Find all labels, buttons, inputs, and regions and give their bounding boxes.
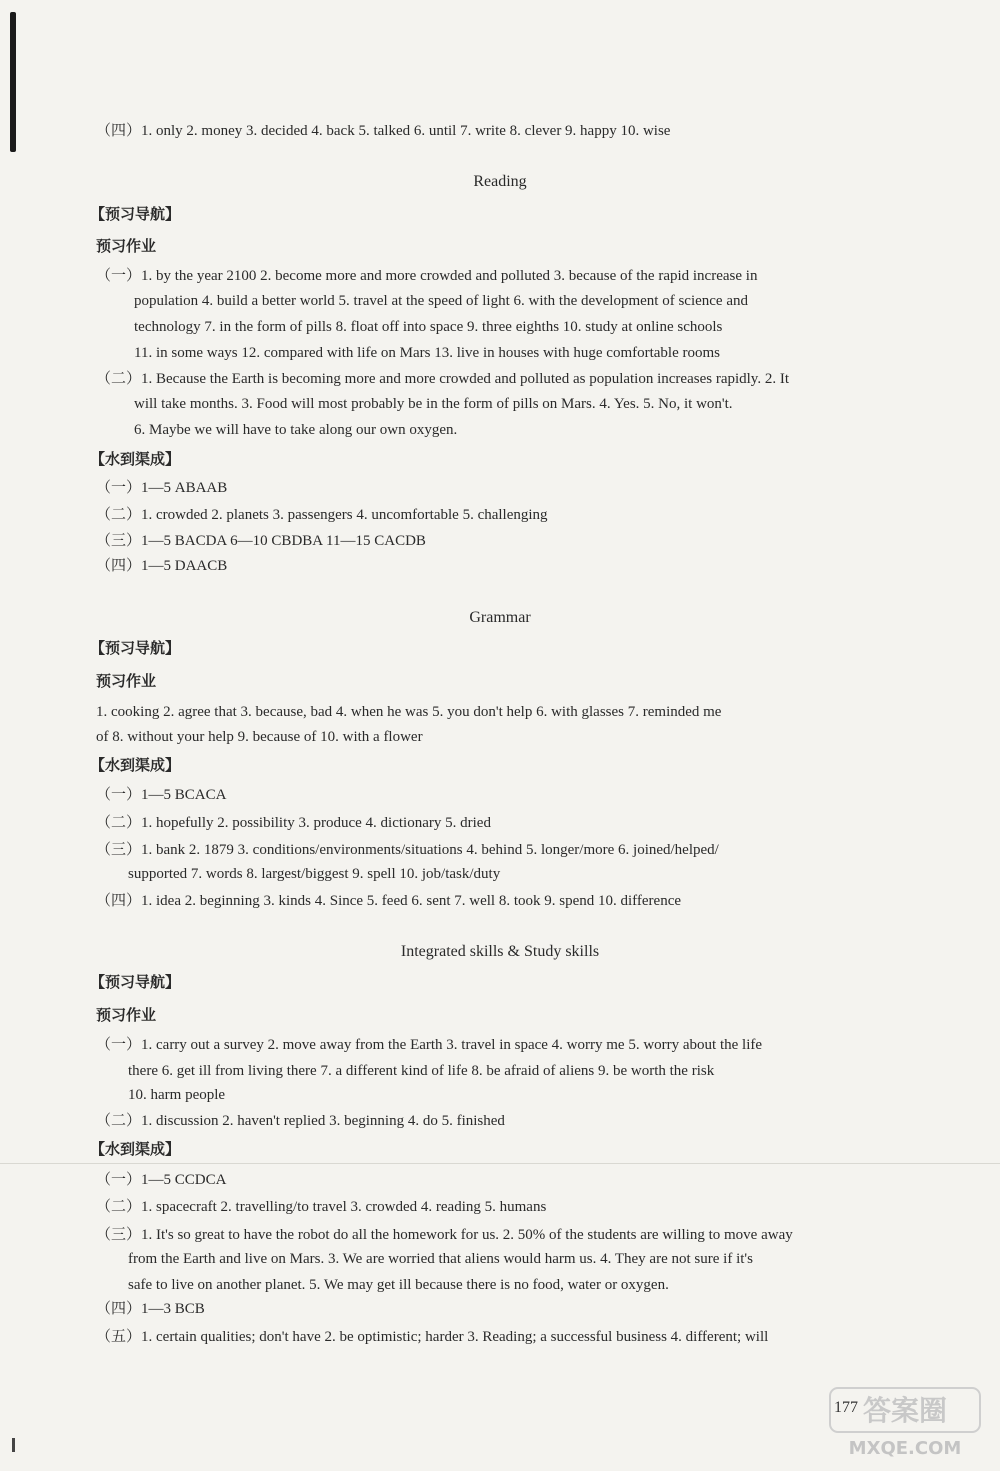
- answer-line: 11. in some ways 12. compared with life on Mars 13. live in houses with huge comfortable rooms: [134, 345, 721, 361]
- header-practice: 【水到渠成】: [90, 1140, 181, 1158]
- answer-line: 10. harm people: [128, 1087, 226, 1103]
- answer-line: supported 7. words 8. largest/biggest 9. spell 10. job/task/duty: [128, 866, 501, 882]
- section-title-reading: Reading: [473, 173, 527, 190]
- answer-line: 1. cooking 2. agree that 3. because, bad 4. when he was 5. you don't help 6. with glasses 7. reminded me: [96, 704, 722, 720]
- answer-line: （三）1—5 BACDA 6—10 CBDBA 11—15 CACDB: [96, 533, 426, 549]
- header-practice: 【水到渠成】: [90, 450, 181, 468]
- watermark-url: MXQE.COM: [848, 1438, 962, 1459]
- answer-line: population 4. build a better world 5. travel at the speed of light 6. with the development of science and: [134, 293, 748, 309]
- answer-line: （二）1. crowded 2. planets 3. passengers 4. uncomfortable 5. challenging: [96, 507, 548, 523]
- header-preview-guide: 【预习导航】: [90, 205, 181, 223]
- subheader-preview-homework: 预习作业: [96, 237, 157, 255]
- answer-line: （一）1. by the year 2100 2. become more and more crowded and polluted 3. because of the rapid increase in: [96, 268, 758, 284]
- answer-line: technology 7. in the form of pills 8. float off into space 9. three eighths 10. study at online schools: [134, 319, 723, 335]
- answer-line: （一）1—5 ABAAB: [96, 480, 228, 496]
- answer-line: （五）1. certain qualities; don't have 2. be optimistic; harder 3. Reading; a successful business 4. different; will: [96, 1329, 769, 1345]
- answer-line: of 8. without your help 9. because of 10. with a flower: [96, 729, 423, 745]
- answer-line: there 6. get ill from living there 7. a different kind of life 8. be afraid of aliens 9. be worth the risk: [128, 1063, 715, 1079]
- answer-line: （一）1. carry out a survey 2. move away from the Earth 3. travel in space 4. worry me 5. worry about the life: [96, 1037, 763, 1053]
- answer-line: （四）1. only 2. money 3. decided 4. back 5. talked 6. until 7. write 8. clever 9. happy 10. wise: [96, 123, 671, 139]
- answer-line: （一）1—5 CCDCA: [96, 1172, 227, 1188]
- header-preview-guide: 【预习导航】: [90, 639, 181, 657]
- binding-edge-mark: [10, 12, 16, 152]
- subheader-preview-homework: 预习作业: [96, 1006, 157, 1024]
- answer-line: （二）1. discussion 2. haven't replied 3. beginning 4. do 5. finished: [96, 1113, 505, 1129]
- answer-line: （四）1—5 DAACB: [96, 558, 228, 574]
- answer-line: safe to live on another planet. 5. We may get ill because there is no food, water or oxygen.: [128, 1277, 669, 1293]
- page-fold-line: [0, 1163, 1000, 1164]
- section-title-grammar: Grammar: [469, 609, 531, 626]
- watermark-logo: [820, 1382, 990, 1462]
- answer-line: （三）1. It's so great to have the robot do all the homework for us. 2. 50% of the students are willing to move away: [96, 1227, 793, 1243]
- answer-line: 6. Maybe we will have to take along our own oxygen.: [134, 422, 458, 438]
- header-practice: 【水到渠成】: [90, 756, 181, 774]
- page-number: 177: [834, 1399, 858, 1416]
- answer-line: （一）1—5 BCACA: [96, 787, 227, 803]
- header-preview-guide: 【预习导航】: [90, 973, 181, 991]
- watermark-text: 答案圈: [862, 1394, 948, 1427]
- answer-line: （三）1. bank 2. 1879 3. conditions/environments/situations 4. behind 5. longer/more 6. joined/helped/: [96, 842, 719, 858]
- answer-line: （四）1—3 BCB: [96, 1301, 205, 1317]
- subheader-preview-homework: 预习作业: [96, 672, 157, 690]
- section-title-integrated-skills: Integrated skills & Study skills: [400, 943, 600, 960]
- answer-line: from the Earth and live on Mars. 3. We are worried that aliens would harm us. 4. They are not sure if it's: [128, 1251, 753, 1267]
- answer-line: （四）1. idea 2. beginning 3. kinds 4. Since 5. feed 6. sent 7. well 8. took 9. spend 10. difference: [96, 893, 682, 909]
- answer-line: （二）1. spacecraft 2. travelling/to travel 3. crowded 4. reading 5. humans: [96, 1199, 547, 1215]
- answer-line: will take months. 3. Food will most probably be in the form of pills on Mars. 4. Yes. 5. No, it won't.: [134, 396, 733, 412]
- margin-tick-mark: [12, 1438, 15, 1452]
- answer-line: （二）1. Because the Earth is becoming more and more crowded and polluted as population increases rapidly. 2. It: [96, 371, 789, 387]
- answer-line: （二）1. hopefully 2. possibility 3. produce 4. dictionary 5. dried: [96, 815, 491, 831]
